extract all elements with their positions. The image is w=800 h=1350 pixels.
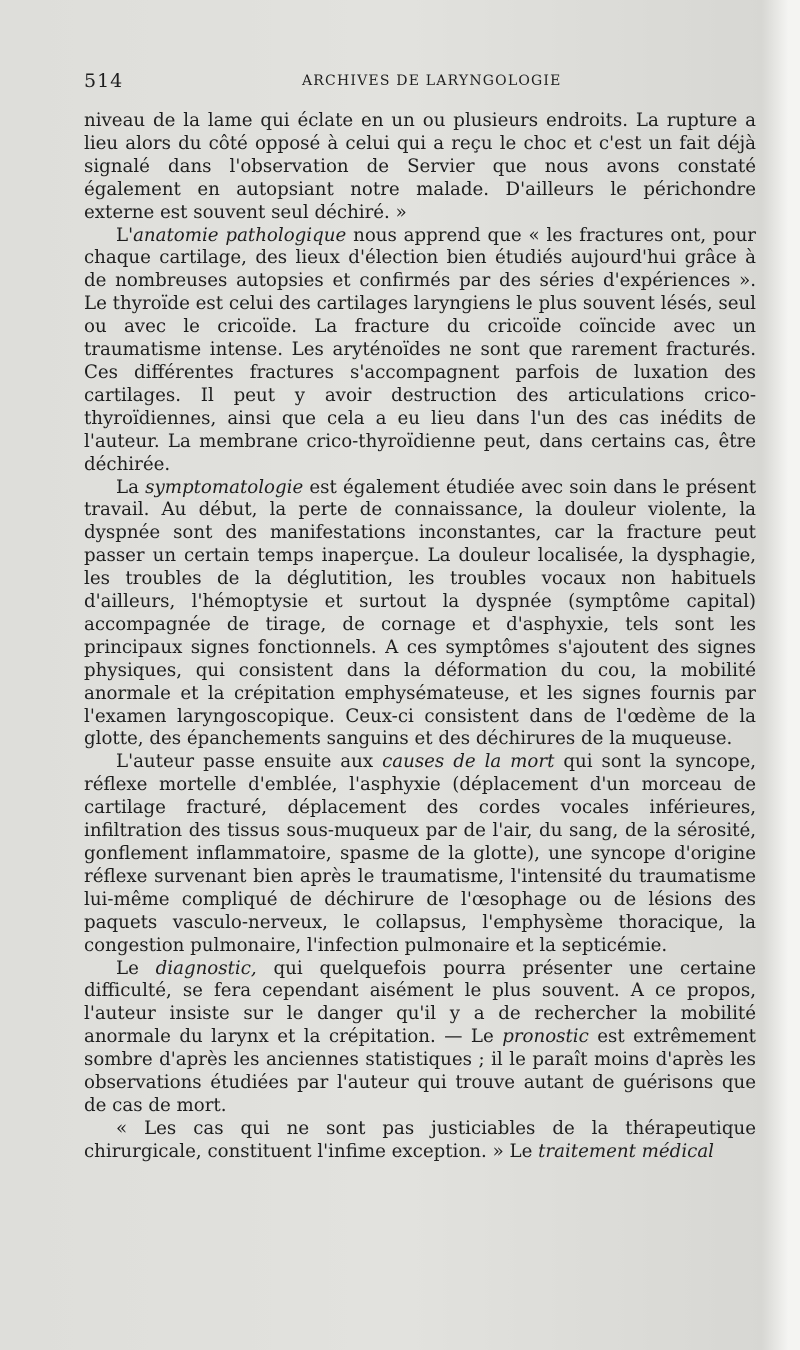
page-header (84, 70, 764, 96)
paragraph-text: qui sont la syncope, réflexe mortelle d'emblée, l'asphyxie (déplacement d'un morceau de cartilage fracturé, déplacement des cordes vocales inférieures, infiltration des tissus sous-muqueux par de l'air, du sang, de la sérosité, gonflement inflammatoire, spasme de la glotte), une syncope d'origine réflexe survenant bien après le traumatisme, l'intensité du traumatisme lui-même compliqué de déchirure de l'œsophage ou de lésions des paquets vasculo-nerveux, le collapsus, l'emphysème thoracique, la congestion pulmonaire, l'infection pulmonaire et la septicémie. (84, 751, 756, 956)
paragraph-text: L' (116, 224, 134, 246)
paragraph-text: nous apprend que « les fractures ont, pour chaque cartilage, des lieux d'élection bien étudiés aujourd'hui grâce à de nombreuses autopsies et confirmés par des séries d'expériences ». Le thyroïde est celui des cartilages laryngiens le plus souvent lésés, seul ou avec le cricoïde. La fracture du cricoïde coïncide avec un traumatisme intense. Les aryténoïdes ne sont que rarement fracturés. Ces différentes fractures s'accompagnent parfois de luxation des cartilages. Il peut y avoir destruction des articulations crico-thyroïdiennes, ainsi que cela a eu lieu dans l'un des cas inédits de l'auteur. La membrane crico-thyroïdienne peut, dans certains cas, être déchirée. (84, 224, 756, 475)
paragraph-text: qui quelquefois pourra présenter une certaine difficulté, se fera cependant aisément le plus souvent. A ce propos, l'auteur insiste sur le danger qu'il y a de rechercher la mobilité anormale du larynx et la crépitation. — Le (84, 957, 756, 1048)
paragraph-diagnostic (84, 958, 756, 1118)
section-term-symptomatologie: symptomatologie (145, 476, 304, 498)
paragraph-symptomatologie (84, 477, 756, 752)
running-title: ARCHIVES DE LARYNGOLOGIE (302, 73, 562, 89)
section-term-causes: causes de la mort (382, 751, 555, 773)
body-text (84, 110, 756, 1164)
section-term-pronostic: pronostic (502, 1026, 589, 1048)
page-number: 514 (84, 70, 124, 92)
paragraph-text: est également étudiée avec soin dans le présent travail. Au début, la perte de connaissance, la douleur violente, la dyspnée sont des manifestations inconstantes, car la fracture peut passer un certain temps inaperçue. La douleur localisée, la dysphagie, les troubles de la déglutition, les troubles vocaux non habituels d'ailleurs, l'hémoptysie et surtout la dyspnée (symptôme capital) accompagnée de tirage, de cornage et d'asphyxie, tels sont les principaux signes fonctionnels. A ces symptômes s'ajoutent des signes physiques, qui consistent dans la déformation du cou, la mobilité anormale et la crépitation emphysémateuse, et les signes fournis par l'examen laryngoscopique. Ceux-ci consistent dans de l'œdème de la glotte, des épanchements sanguins et des déchirures de la muqueuse. (84, 476, 756, 750)
paragraph-text: L'auteur passe ensuite aux (116, 751, 383, 773)
paragraph-text: niveau de la lame qui éclate en un ou plusieurs endroits. La rupture a lieu alors du côté opposé à celui qui a reçu le choc et c'est un fait déjà signalé dans l'observation de Servier que nous avons constaté également en autopsiant notre malade. D'ailleurs le périchondre externe est souvent seul déchiré. » (84, 110, 756, 223)
paragraph-text: La (116, 476, 146, 498)
section-term-anatomie: anatomie pathologique (133, 224, 347, 246)
paragraph-traitement (84, 1118, 756, 1164)
paragraph-text: est extrêmement sombre d'après les anciennes statistiques ; il le paraît moins d'après les observations étudiées par l'auteur qui trouve autant de guérisons que de cas de mort. (84, 1026, 756, 1116)
paragraph-rupture (84, 110, 756, 225)
section-term-diagnostic: diagnostic, (155, 957, 257, 979)
paragraph-text: « Les cas qui ne sont pas justiciables de la thérapeutique chirurgicale, constituent l'infime exception. » Le (84, 1117, 756, 1162)
paragraph-text: Le (116, 957, 156, 979)
page-edge-shadow (762, 0, 800, 1350)
section-term-traitement: traitement médical (538, 1140, 714, 1162)
paragraph-causes (84, 751, 756, 957)
paragraph-anatomie (84, 225, 756, 477)
